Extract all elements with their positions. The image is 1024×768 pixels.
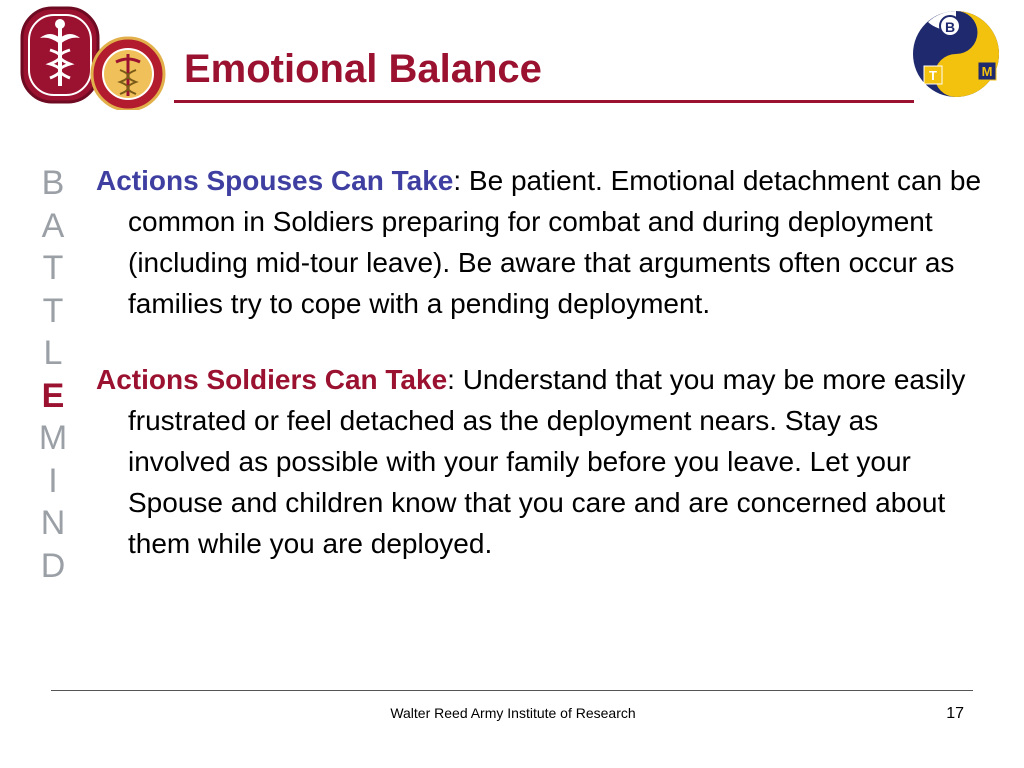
soldiers-lead: Actions Soldiers Can Take <box>96 364 448 395</box>
side-letter: D <box>40 546 66 585</box>
medical-caduceus-seal-icon <box>22 8 98 102</box>
side-letter: T <box>42 249 64 287</box>
page-number: 17 <box>946 705 964 722</box>
protect-sustain-seal-icon <box>92 38 164 110</box>
btm-letter-t: T <box>929 68 937 83</box>
soldiers-lead-separator: : <box>447 364 455 395</box>
side-letter: T <box>42 291 64 330</box>
side-letter: M <box>38 419 68 457</box>
footer-divider <box>51 690 973 691</box>
header-logos-left <box>20 6 170 115</box>
side-letter: I <box>48 461 58 500</box>
spouses-text: Be patient. Emotional detachment can be common in Soldiers preparing for combat and during deployment (including mid-tour leave). Be aware that arguments often occur as families try to cope with a pending deployment. <box>128 165 982 319</box>
spouses-actions-paragraph <box>96 160 986 324</box>
header-logo-right <box>908 8 1004 105</box>
btm-letter-b: B <box>944 19 956 35</box>
soldiers-text: Understand that you may be more easily frustrated or feel detached as the deployment nears. Stay as involved as possible with your family before you leave. Let your Spouse and children know that you care and are concerned about them while you are deployed. <box>128 364 966 559</box>
slide-content <box>96 160 986 564</box>
side-letter: A <box>41 206 65 245</box>
battlemind-vertical-word <box>33 162 73 587</box>
side-letter-highlighted: E <box>41 376 65 415</box>
slide-title: Emotional Balance <box>184 47 542 91</box>
spouses-lead: Actions Spouses Can Take <box>96 165 454 196</box>
soldiers-actions-paragraph <box>96 359 986 564</box>
side-letter: N <box>40 504 66 542</box>
footer-institution: Walter Reed Army Institute of Research <box>390 705 636 721</box>
btm-yin-yang-logo-icon <box>908 8 1004 100</box>
side-letter: B <box>41 164 65 202</box>
side-letter: L <box>43 334 63 372</box>
btm-letter-m: M <box>981 64 993 79</box>
title-underline <box>174 100 914 103</box>
spouses-lead-separator: : <box>453 165 462 196</box>
